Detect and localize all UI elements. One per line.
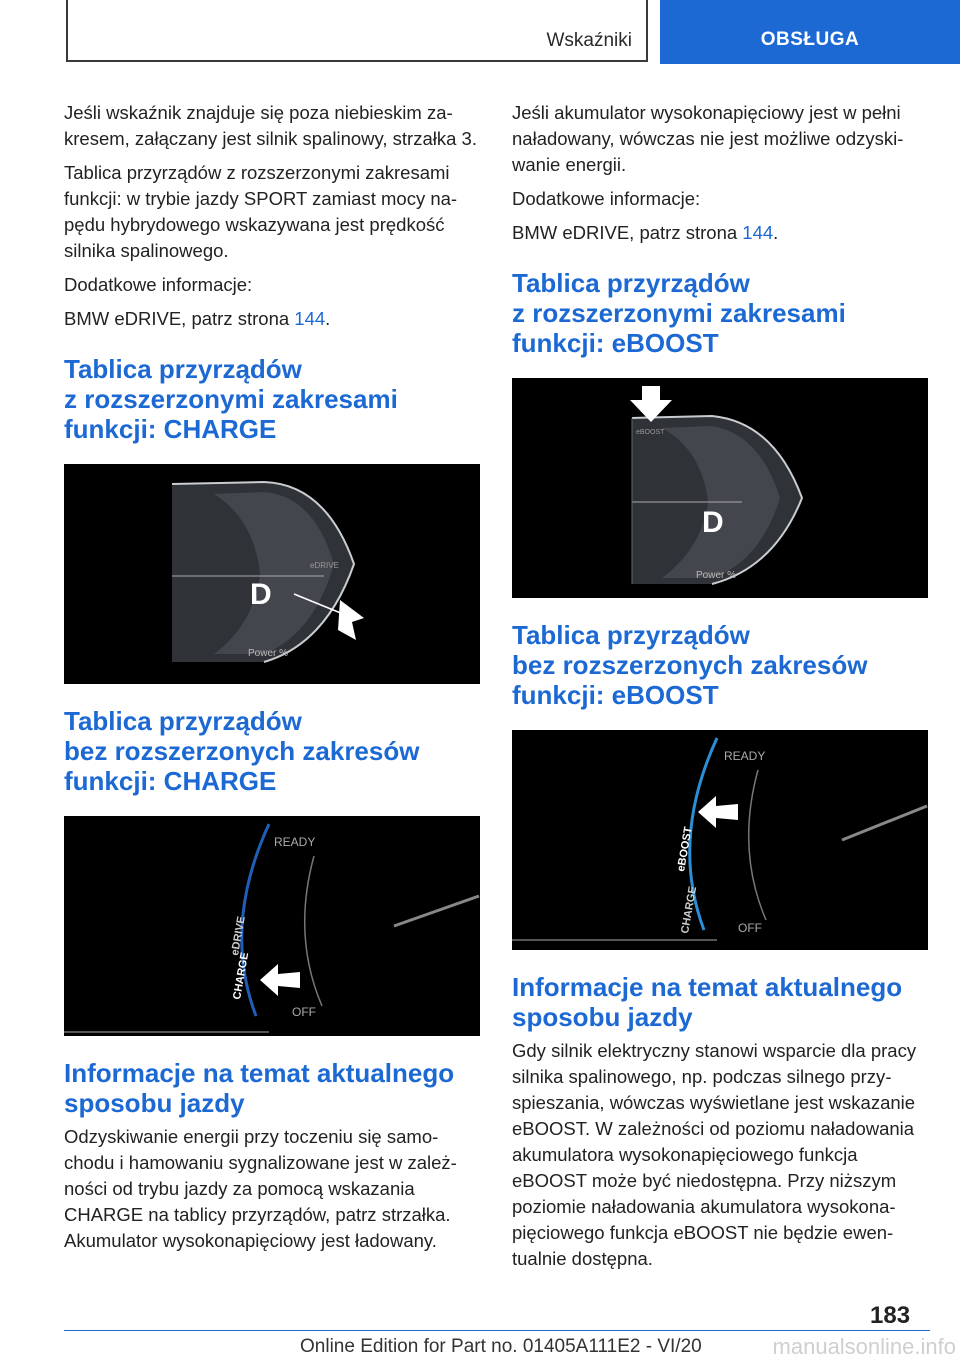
section-heading [512, 620, 928, 710]
paragraph: Jeśli wskaźnik znajduje się poza niebieskim zakresem, załączany jest silnik spalinowy, strzałka 3. [64, 102, 477, 149]
heading-line: sposobu jazdy [512, 1002, 693, 1032]
right-column [512, 100, 928, 1280]
section-heading [512, 268, 928, 358]
ready-label: READY [724, 749, 766, 763]
off-label: OFF [738, 921, 762, 935]
text: . [325, 308, 331, 329]
page-header [0, 0, 960, 66]
chapter-title: Wskaźniki [546, 30, 632, 51]
heading-line: Informacje na temat aktualnego [64, 1058, 455, 1088]
charge-label: CHARGE [679, 885, 700, 935]
instrument-cluster-image [512, 378, 928, 598]
instrument-cluster-image [64, 464, 480, 684]
watermark: manualsonline.info [772, 1334, 956, 1359]
paragraph: Odzyskiwanie energii przy toczeniu się samochodu i hamowaniu sygnalizowane jest w zależności od trybu jazdy za pomocą wskazania CHARGE na tablicy przyrządów, patrz strzałka. Akumulator wysokonapięciowy jest ładowany. [64, 1126, 457, 1251]
heading-line: Tablica przyrządów [64, 706, 302, 736]
arrow-icon [260, 964, 300, 996]
section-heading [512, 972, 928, 1032]
eboost-label: eBOOST [675, 825, 695, 873]
left-column [64, 100, 480, 1262]
page-link[interactable]: 144 [294, 308, 326, 329]
edrive-label: eDRIVE [229, 915, 248, 957]
eboost-label: eBOOST [636, 429, 665, 436]
power-label: Power % [248, 648, 289, 659]
off-label: OFF [292, 1005, 316, 1019]
arrow-icon [698, 796, 738, 828]
arrow-icon [338, 600, 364, 640]
header-chapter-box [66, 0, 648, 62]
heading-line: funkcji: eBOOST [512, 328, 719, 358]
ready-label: READY [274, 835, 316, 849]
instrument-cluster-image [64, 816, 480, 1036]
gear-indicator: D [702, 506, 724, 539]
heading-line: z rozszerzonymi zakresami [512, 298, 846, 328]
heading-line: bez rozszerzonych zakresów [64, 736, 420, 766]
page-number: 183 [870, 1302, 911, 1329]
paragraph: Gdy silnik elektryczny stanowi wsparcie dla pracy silnika spalinowego, np. podczas silnego przyspieszania, wówczas wyświetlane jest wskazanie eBOOST. W zależności od poziomu naładowania akumulatora wysokonapięciowego funkcja eBOOST może być niedostępna. Przy niższym poziomie naładowania akumulatora wysokonapięciowego funkcja eBOOST nie będzie ewentualnie dostępna. [512, 1040, 917, 1269]
heading-line: Tablica przyrządów [512, 268, 750, 298]
heading-line: funkcji: eBOOST [512, 680, 719, 710]
edrive-label: eDRIVE [310, 561, 339, 570]
footer-divider [64, 1330, 930, 1331]
paragraph [512, 220, 928, 246]
paragraph: Jeśli akumulator wysokonapięciowy jest w pełni naładowany, wówczas nie jest możliwe odzyskiwanie energii. [512, 102, 904, 175]
edition-text: Online Edition for Part no. 01405A111E2 - VI/20 [300, 1336, 702, 1357]
paragraph [64, 306, 480, 332]
paragraph: Dodatkowe informacje: [512, 188, 701, 209]
heading-line: Informacje na temat aktualnego [512, 972, 903, 1002]
section-heading [64, 354, 480, 444]
section-title: OBSŁUGA [760, 29, 860, 50]
paragraph: Dodatkowe informacje: [64, 274, 253, 295]
instrument-cluster-image [512, 730, 928, 950]
heading-line: bez rozszerzonych zakresów [512, 650, 868, 680]
text: BMW eDRIVE, patrz strona [512, 222, 743, 243]
charge-label: CHARGE [231, 951, 252, 1001]
heading-line: funkcji: CHARGE [64, 766, 277, 796]
heading-line: Tablica przyrządów [512, 620, 750, 650]
heading-line: funkcji: CHARGE [64, 414, 277, 444]
text: BMW eDRIVE, patrz strona [64, 308, 295, 329]
paragraph: Tablica przyrządów z rozszerzonymi zakresami funkcji: w trybie jazdy SPORT zamiast mocy napędu hybrydowego wskazywana jest prędkość silnika spalinowego. [64, 162, 458, 261]
section-heading [64, 706, 480, 796]
section-heading [64, 1058, 480, 1118]
section-tab [660, 0, 960, 64]
heading-line: Tablica przyrządów [64, 354, 302, 384]
page-link[interactable]: 144 [742, 222, 774, 243]
heading-line: sposobu jazdy [64, 1088, 245, 1118]
power-label: Power % [696, 570, 737, 581]
text: . [773, 222, 779, 243]
gear-indicator: D [250, 578, 272, 611]
heading-line: z rozszerzonymi zakresami [64, 384, 398, 414]
